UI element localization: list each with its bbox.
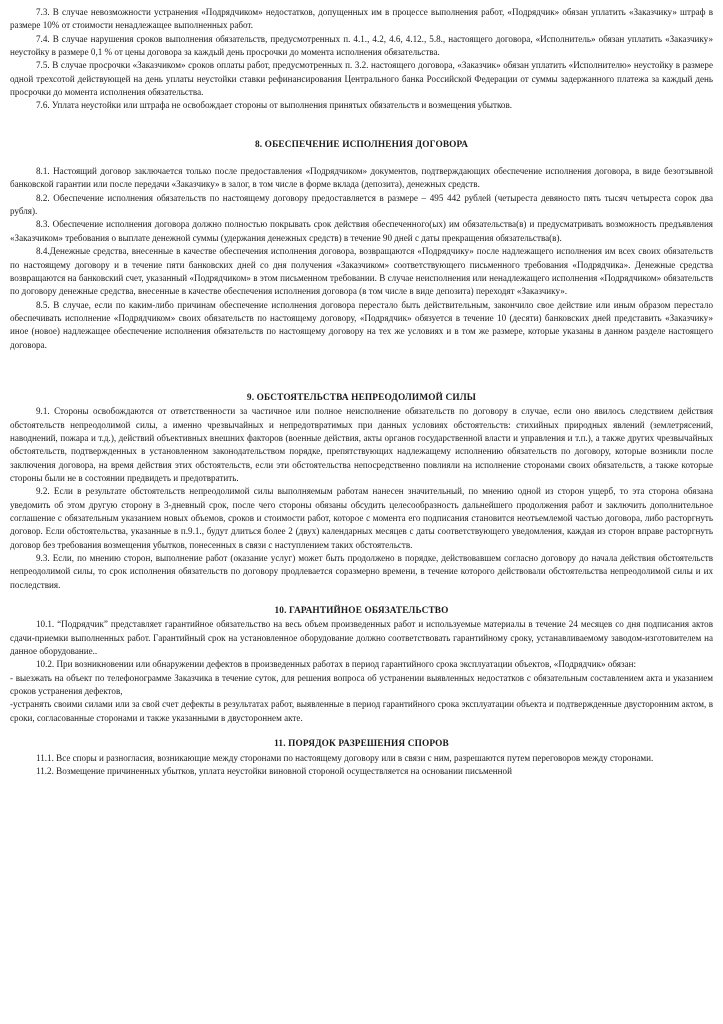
- spacer: [10, 725, 713, 738]
- spacer: [10, 592, 713, 605]
- section-heading-11: 11. ПОРЯДОК РАЗРЕШЕНИЯ СПОРОВ: [274, 739, 449, 750]
- clause-11-2: 11.2. Возмещение причиненных убытков, уплата неустойки виновной стороной осуществляется на основании письменной: [36, 765, 512, 776]
- clause-7-4: 7.4. В случае нарушения сроков выполнения обязательств, предусмотренных п. 4.1., 4.2, 4.6, 4.12., 5.8., настоящего договора, «Исполнитель» обязан уплатить «Заказчику» неустойку в размере 0,1 % от цены договора за каждый день просрочки до момента исполнения обязательства.: [10, 33, 713, 58]
- spacer: [10, 113, 713, 139]
- section-heading-10: 10. ГАРАНТИЙНОЕ ОБЯЗАТЕЛЬСТВО: [274, 606, 449, 617]
- clause-7-3: 7.3. В случае невозможности устранения «Подрядчиком» недостатков, допущенных им в процессе выполнения работ, «Подрядчик» обязан уплатить «Заказчику» штраф в размере 10% от стоимости ненадлежащее выполненных работ.: [10, 7, 713, 31]
- clause-11-1: 11.1. Все споры и разногласия, возникающие между сторонами по настоящему договору или в связи с ним, разрешаются путем переговоров между сторонами.: [36, 752, 654, 763]
- clause-7-6: 7.6. Уплата неустойки или штрафа не освобождает стороны от выполнения принятых обязательств и возмещения убытков.: [36, 100, 513, 111]
- document-body: [10, 6, 713, 778]
- clause-8-5: 8.5. В случае, если по каким-либо причинам обеспечение исполнения договора перестало быть действительным, закончило свое действие или иным образом перестало обеспечивать исполнение «Подрядчиком» своих обязательств по настоящему договору, «Подрядчик» обязуется в течение 10 (десяти) банковских дней представить «Заказчику» иное (новое) надлежащее обеспечение исполнения обязательств по настоящему договору на тех же условиях и в том же размере, которые указаны в данном разделе настоящего договора.: [10, 299, 713, 350]
- spacer: [10, 152, 713, 165]
- clause-10-2: 10.2. При возникновении или обнаружении дефектов в произведенных работах в период гарантийного срока эксплуатации объектов, «Подрядчик» обязан:: [36, 659, 637, 670]
- clause-10-2-item-2: -устранять своими силами или за свой счет дефекты в результатах работ, выявленные в период гарантийного срока эксплуатации объекта и подтвержденные двусторонним актом, в сроки, согласованные сторонами и также указанными в двустороннем акте.: [10, 699, 713, 723]
- clause-9-2: 9.2. Если в результате обстоятельств непреодолимой силы выполняемым работам нанесен значительный, по мнению одной из сторон ущерб, то эта сторона обязана уведомить об этом другую сторону в 3-дневный срок, после чего стороны обязаны обсудить целесообразность дальнейшего продолжения работ и заключить дополнительное соглашение с обязательным указанием новых объемов, сроков и стоимости работ, которое с момента его подписания становится неотъемлемой частью договора, либо расторгнуть договор. Если обстоятельства, указанные в п.9.1., будут длиться более 2 (двух) календарных месяцев с даты соответствующего уведомления, каждая из сторон вправе расторгнуть договор без требования возмещения убытков, понесенных в связи с наступлением таких обстоятельств.: [10, 486, 713, 550]
- clause-9-3: 9.3. Если, по мнению сторон, выполнение работ (оказание услуг) может быть продолжено в порядке, действовавшем согласно договору до начала действия обстоятельств непреодолимой силы, то срок исполнения обязательств по договору продлевается соразмерно времени, в течение которого действовали обстоятельства непреодолимой силы и их последствия.: [10, 553, 713, 590]
- clause-8-2: 8.2. Обеспечение исполнения обязательств по настоящему договору предоставляется в размере – 495 442 рублей (четыреста девяносто пять тысяч четыреста сорок два рубля).: [10, 192, 713, 217]
- spacer: [10, 352, 713, 392]
- clause-8-1: 8.1. Настоящий договор заключается только после предоставления «Подрядчиком» документов, подтверждающих обеспечение исполнения договора, в виде безотзывной банковской гарантии или после передачи «Заказчику» в залог, в том числе в форме вклада (депозита), денежных средств.: [10, 166, 713, 190]
- clause-8-3: 8.3. Обеспечение исполнения договора должно полностью покрывать срок действия обеспеченного(ых) им обязательства(в) и предусматривать возможность предъявления «Заказчиком» требования о выплате денежной суммы (удержания денежных средств) в течение 90 дней с даты прекращения обязательства(в).: [10, 219, 713, 243]
- section-heading-9: 9. ОБСТОЯТЕЛЬСТВА НЕПРЕОДОЛИМОЙ СИЛЫ: [246, 392, 477, 403]
- clause-10-2-item-1: - выезжать на объект по телефонограмме Заказчика в течение суток, для решения вопроса об устранении выявленных недостатков с обязательным составлением акта и указанием сроков устранения дефектов,: [10, 672, 713, 697]
- clause-7-5: 7.5. В случае просрочки «Заказчиком» сроков оплаты работ, предусмотренных п. 3.2. настоящего договора, «Заказчик» обязан уплатить «Исполнителю» неустойку в размере одной трехсотой действующей на день уплаты неустойки ставки рефинансирования Центрального банка Российской Федерации от суммы задержанного платежа за каждый день просрочки до момента исполнения обязательства.: [10, 60, 713, 98]
- section-heading-8: 8. ОБЕСПЕЧЕНИЕ ИСПОЛНЕНИЯ ДОГОВОРА: [254, 139, 469, 150]
- clause-8-4: 8.4.Денежные средства, внесенные в качестве обеспечения исполнения договора, возвращаются «Подрядчику» после надлежащего исполнения им всех своих обязательств по настоящему договору и в течение пяти банковских дней со дня получения «Заказчиком» соответствующего письменного требования «Подрядчика». Денежные средства возвращаются на банковский счет, указанный «Подрядчиком» в этом письменном требовании. В случае неисполнения или ненадлежащего исполнения «Подрядчиком» обязательств по договору денежные средства, внесенные в качестве обеспечения исполнения договора (в том числе в виде депозита) переходят «Заказчику».: [10, 246, 713, 297]
- clause-10-1: 10.1. “Подрядчик” представляет гарантийное обязательство на весь объем произведенных работ и используемые материалы в течение 24 месяцев со дня подписания актов сдачи-приемки выполненных работ. Гарантийный срок на установленное оборудование должно соответствовать гарантийному сроку, устанавливаемому заводом-изготовителем на данное оборудование..: [10, 619, 713, 657]
- clause-9-1: 9.1. Стороны освобождаются от ответственности за частичное или полное неисполнение обязательств по договору в случае, если оно явилось следствием действия обстоятельств непреодолимой силы, а именно чрезвычайных и непредотвратимых при данных условиях обстоятельств: стихийных природных явлений (землетрясений, наводнений, пожара и т.д.), действий объективных внешних факторов (военные действия, акты органов государственной власти и управления и т.п.), а также других чрезвычайных обстоятельств, подтвержденных в установленном законодательством порядке, препятствующих надлежащему исполнению обязательств по договору, которые возникли после заключения договора, на время действия этих обстоятельств, если эти обстоятельства непосредственно повлияли на исполнение сторонами своих обязательств, а также которые стороны были не в состоянии предвидеть и предотвратить.: [10, 406, 713, 483]
